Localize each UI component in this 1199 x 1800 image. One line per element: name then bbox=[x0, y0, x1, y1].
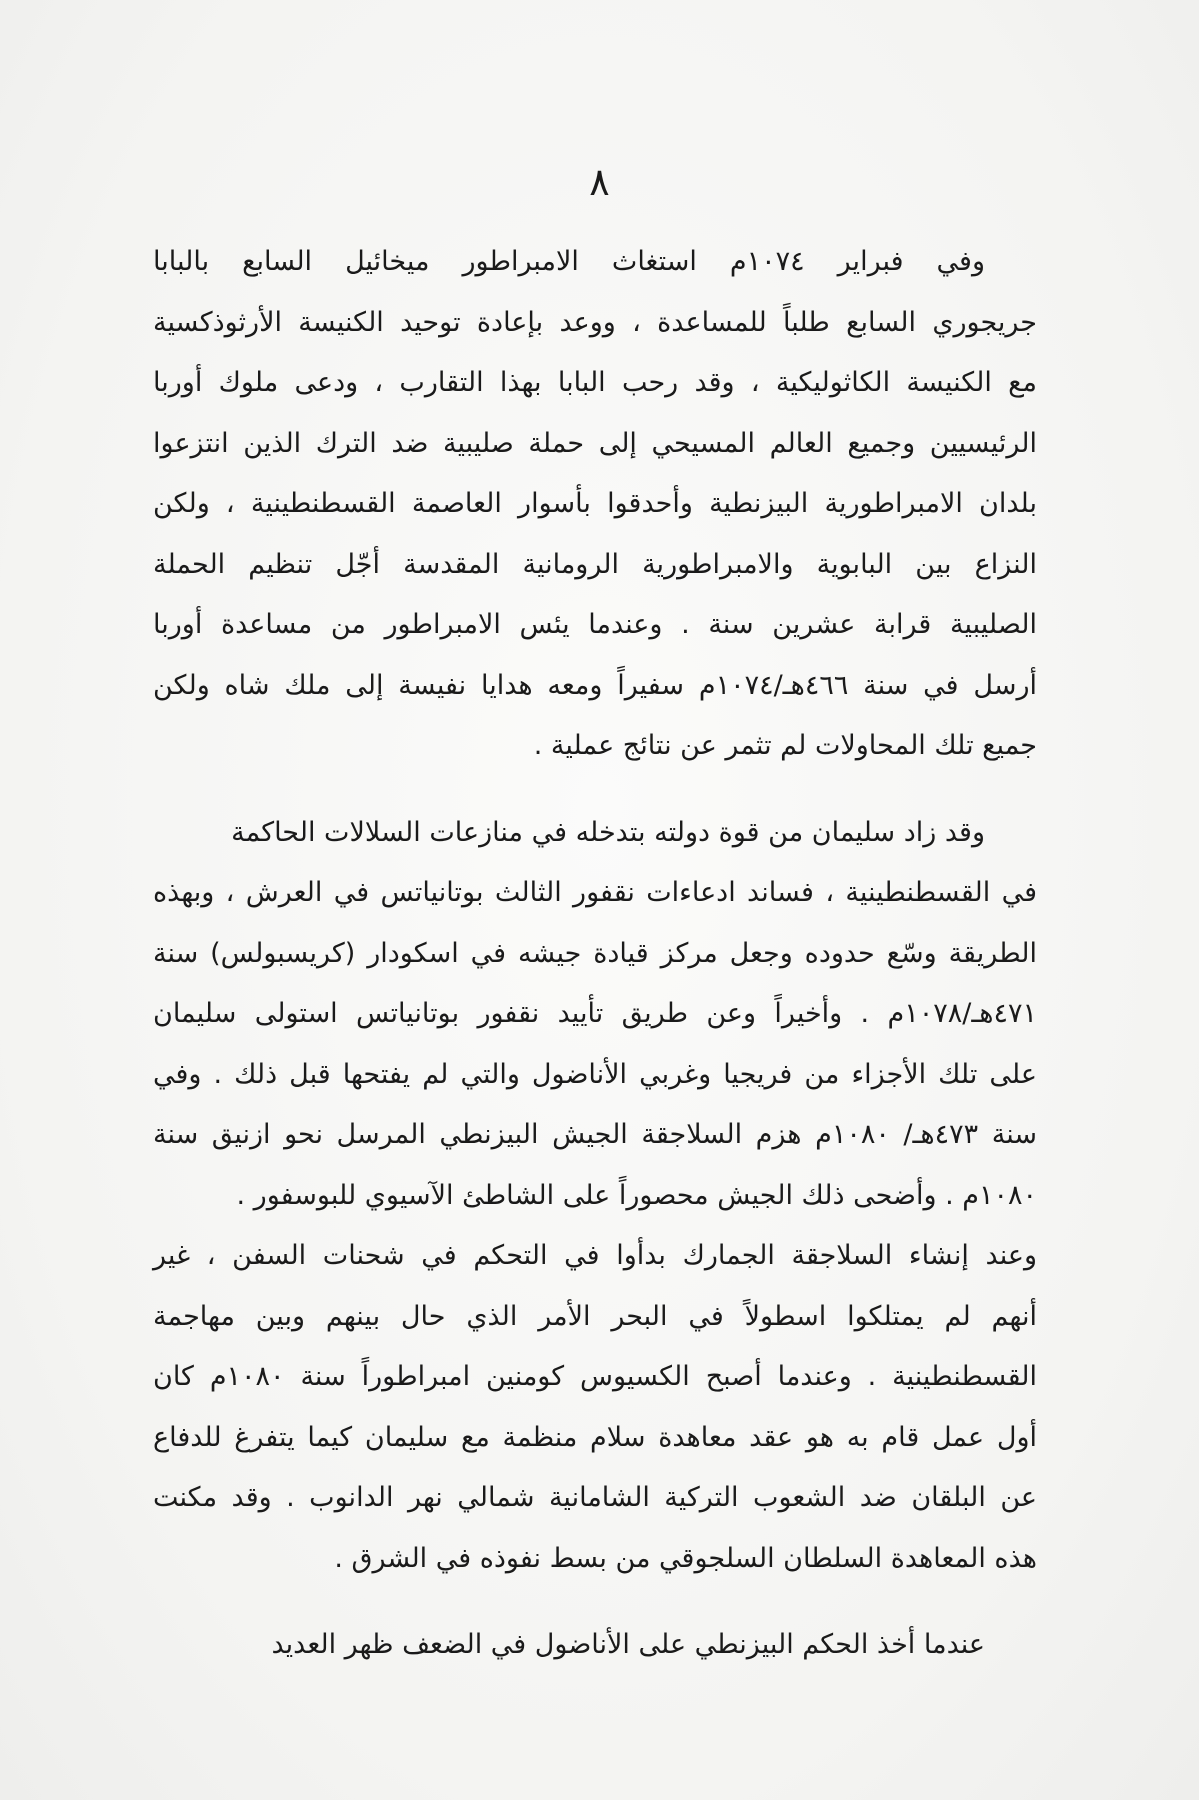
text-line: عن البلقان ضد الشعوب التركية الشامانية شمالي نهر الدانوب . وقد مكنت bbox=[153, 1482, 1037, 1513]
text-line: ٤٧١هـ/١٠٧٨م . وأخيراً وعن طريق تأييد نقفور بوتانياتس استولى سليمان bbox=[153, 998, 1037, 1029]
text-line: في القسطنطينية ، فساند ادعاءات نقفور الثالث بوتانياتس في العرش ، وبهذه bbox=[153, 877, 1037, 908]
text-line: سنة ٤٧٣هـ/ ١٠٨٠م هزم السلاجقة الجيش البيزنطي المرسل نحو ازنيق سنة bbox=[153, 1119, 1037, 1150]
text-line: الصليبية قرابة عشرين سنة . وعندما يئس الامبراطور من مساعدة أوربا bbox=[153, 609, 1037, 640]
text-line: النزاع بين البابوية والامبراطورية الرومانية المقدسة أجّل تنظيم الحملة bbox=[153, 548, 1037, 580]
text-line: الطريقة وسّع حدوده وجعل مركز قيادة جيشه في اسكودار (كريسبولس) سنة bbox=[153, 937, 1037, 969]
text-line: وقد زاد سليمان من قوة دولته بتدخله في منازعات السلالات الحاكمة bbox=[231, 816, 985, 848]
text-line: وفي فبراير ١٠٧٤م استغاث الامبراطور ميخائيل السابع بالبابا bbox=[153, 246, 986, 277]
text-line: وعند إنشاء السلاجقة الجمارك بدأوا في التحكم في شحنات السفن ، غير bbox=[153, 1240, 1037, 1271]
text-line: مع الكنيسة الكاثوليكية ، وقد رحب البابا بهذا التقارب ، ودعى ملوك أوربا bbox=[153, 367, 1037, 398]
text-line: هذه المعاهدة السلطان السلجوقي من بسط نفوذه في الشرق . bbox=[334, 1542, 1037, 1574]
text-line: الرئيسيين وجميع العالم المسيحي إلى حملة صليبية ضد الترك الذين انتزعوا bbox=[153, 427, 1037, 459]
text-line: أول عمل قام به هو عقد معاهدة سلام منظمة مع سليمان كيما يتفرغ للدفاع bbox=[153, 1421, 1037, 1453]
text-line: جميع تلك المحاولات لم تثمر عن نتائج عملية . bbox=[533, 730, 1037, 761]
paragraph-2 bbox=[153, 803, 1037, 1590]
paragraph-1 bbox=[153, 232, 1037, 777]
paragraph-3 bbox=[153, 1615, 1037, 1676]
text-line: أرسل في سنة ٤٦٦هـ/١٠٧٤م سفيراً ومعه هدايا نفيسة إلى ملك شاه ولكن bbox=[153, 669, 1037, 701]
text-line: بلدان الامبراطورية البيزنطية وأحدقوا بأسوار العاصمة القسطنطينية ، ولكن bbox=[153, 488, 1037, 519]
text-line: جريجوري السابع طلباً للمساعدة ، ووعد بإعادة توحيد الكنيسة الأرثوذكسية bbox=[153, 306, 1037, 338]
page-number: ٨ bbox=[589, 160, 610, 204]
body-text bbox=[153, 232, 1037, 1702]
text-line: ١٠٨٠م . وأضحى ذلك الجيش محصوراً على الشاطئ الآسيوي للبوسفور . bbox=[236, 1179, 1037, 1211]
text-line: أنهم لم يمتلكوا اسطولاً في البحر الأمر الذي حال بينهم وبين مهاجمة bbox=[153, 1300, 1037, 1332]
text-line: عندما أخذ الحكم البيزنطي على الأناضول في الضعف ظهر العديد bbox=[271, 1629, 985, 1660]
text-line: على تلك الأجزاء من فريجيا وغربي الأناضول والتي لم يفتحها قبل ذلك . وفي bbox=[153, 1058, 1037, 1090]
text-line: القسطنطينية . وعندما أصبح الكسيوس كومنين امبراطوراً سنة ١٠٨٠م كان bbox=[153, 1361, 1037, 1392]
